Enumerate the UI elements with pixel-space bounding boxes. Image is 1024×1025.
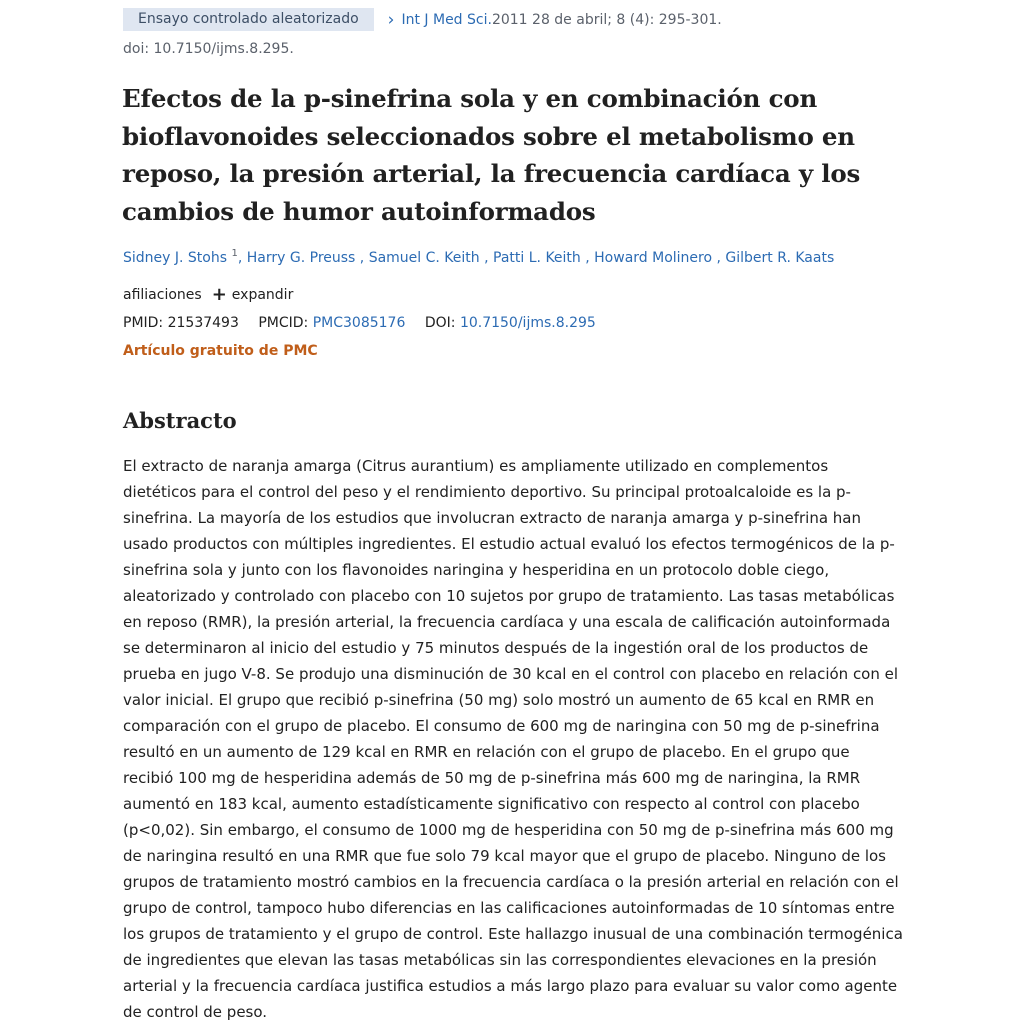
- expand-affiliations-button[interactable]: [211, 284, 294, 305]
- affiliations-label: afiliaciones: [123, 287, 202, 303]
- pmid-label: PMID:: [123, 315, 164, 331]
- author-link[interactable]: Harry G. Preuss: [246, 250, 356, 266]
- chevron-right-icon: ›: [387, 9, 395, 30]
- author-link[interactable]: Howard Molinero: [594, 250, 713, 266]
- doi-label: DOI:: [424, 315, 456, 331]
- free-article-badge[interactable]: Artículo gratuito de PMC: [123, 343, 318, 359]
- citation-details: 2011 28 de abril; 8 (4): 295-301.: [491, 11, 722, 28]
- doi-link[interactable]: 10.7150/ijms.8.295: [459, 315, 596, 331]
- pmid-value: 21537493: [167, 315, 239, 331]
- article-meta-row: [123, 8, 722, 31]
- affiliation-marker[interactable]: 1: [231, 248, 238, 259]
- abstract-text: El extracto de naranja amarga (Citrus aurantium) es ampliamente utilizado en complementos dietéticos para el control del peso y el rendimiento deportivo. Su principal protoalcaloide es la p-sinefrina. La mayoría de los estudios que involucran extracto de naranja amarga y p-sinefrina han usado productos con múltiples ingredientes. El estudio actual evaluó los efectos termogénicos de la p-sinefrina sola y junto con los flavonoides naringina y hesperidina en un protocolo doble ciego, aleatorizado y controlado con placebo con 10 sujetos por grupo de tratamiento. Las tasas metabólicas en reposo (RMR), la presión arterial, la frecuencia cardíaca y una escala de calificación autoinformada se determinaron al inicio del estudio y 75 minutos después de la ingestión oral de los productos de prueba en jugo V-8. Se produjo una disminución de 30 kcal en el control con placebo en relación con el valor inicial. El grupo que recibió p-sinefrina (50 mg) solo mostró un aumento de 65 kcal en RMR en comparación con el grupo de placebo. El consumo de 600 mg de naringina con 50 mg de p-sinefrina resultó en un aumento de 129 kcal en RMR en relación con el grupo de placebo. En el grupo que recibió 100 mg de hesperidina además de 50 mg de p-sinefrina más 600 mg de naringina, la RMR aumentó en 183 kcal, aumento estadísticamente significativo con respecto al control con placebo (p<0,02). Sin embargo, el consumo de 1000 mg de hesperidina con 50 mg de p-sinefrina más 600 mg de naringina resultó en una RMR que fue solo 79 kcal mayor que el grupo de placebo. Ninguno de los grupos de tratamiento mostró cambios en la frecuencia cardíaca o la presión arterial en relación con el grupo de control, tampoco hubo diferencias en las calificaciones autoinformadas de 10 síntomas entre los grupos de tratamiento y el grupo de control. Este hallazgo inusual de una combinación termogénica de ingredientes que elevan las tasas metabólicas sin las correspondientes elevaciones en la presión arterial y la frecuencia cardíaca justifica estudios a más largo plazo para evaluar su valor como agente de control de peso.: [123, 457, 903, 1021]
- affiliations-row: [123, 284, 294, 305]
- plus-icon: +: [211, 284, 227, 305]
- author-link[interactable]: Gilbert R. Kaats: [725, 250, 835, 266]
- publication-type-tag[interactable]: Ensayo controlado aleatorizado: [123, 8, 374, 31]
- author-link[interactable]: Patti L. Keith: [493, 250, 581, 266]
- article-title: Efectos de la p-sinefrina sola y en combinación con bioflavonoides seleccionados sobre el metabolismo en reposo, la presión arterial, la frecuencia cardíaca y los cambios de humor autoinformados: [122, 84, 861, 226]
- pmcid-label: PMCID:: [258, 315, 309, 331]
- pmcid-link[interactable]: PMC3085176: [312, 315, 406, 331]
- identifiers-row: [123, 315, 596, 331]
- journal-name[interactable]: Int J Med Sci.: [401, 11, 492, 28]
- author-list: Sidney J. Stohs $^1$, Harry G. Preuss , Samuel C. Keith , Patti L. Keith , Howard Molinero , Gilbert R. Kaats: [123, 248, 835, 266]
- expand-label: expandir: [231, 287, 294, 303]
- author-link[interactable]: Samuel C. Keith: [368, 250, 480, 266]
- abstract-heading: Abstracto: [123, 408, 237, 433]
- journal-link[interactable]: [387, 9, 492, 30]
- doi-line: doi: 10.7150/ijms.8.295.: [123, 41, 294, 57]
- author-link[interactable]: Sidney J. Stohs: [123, 250, 228, 266]
